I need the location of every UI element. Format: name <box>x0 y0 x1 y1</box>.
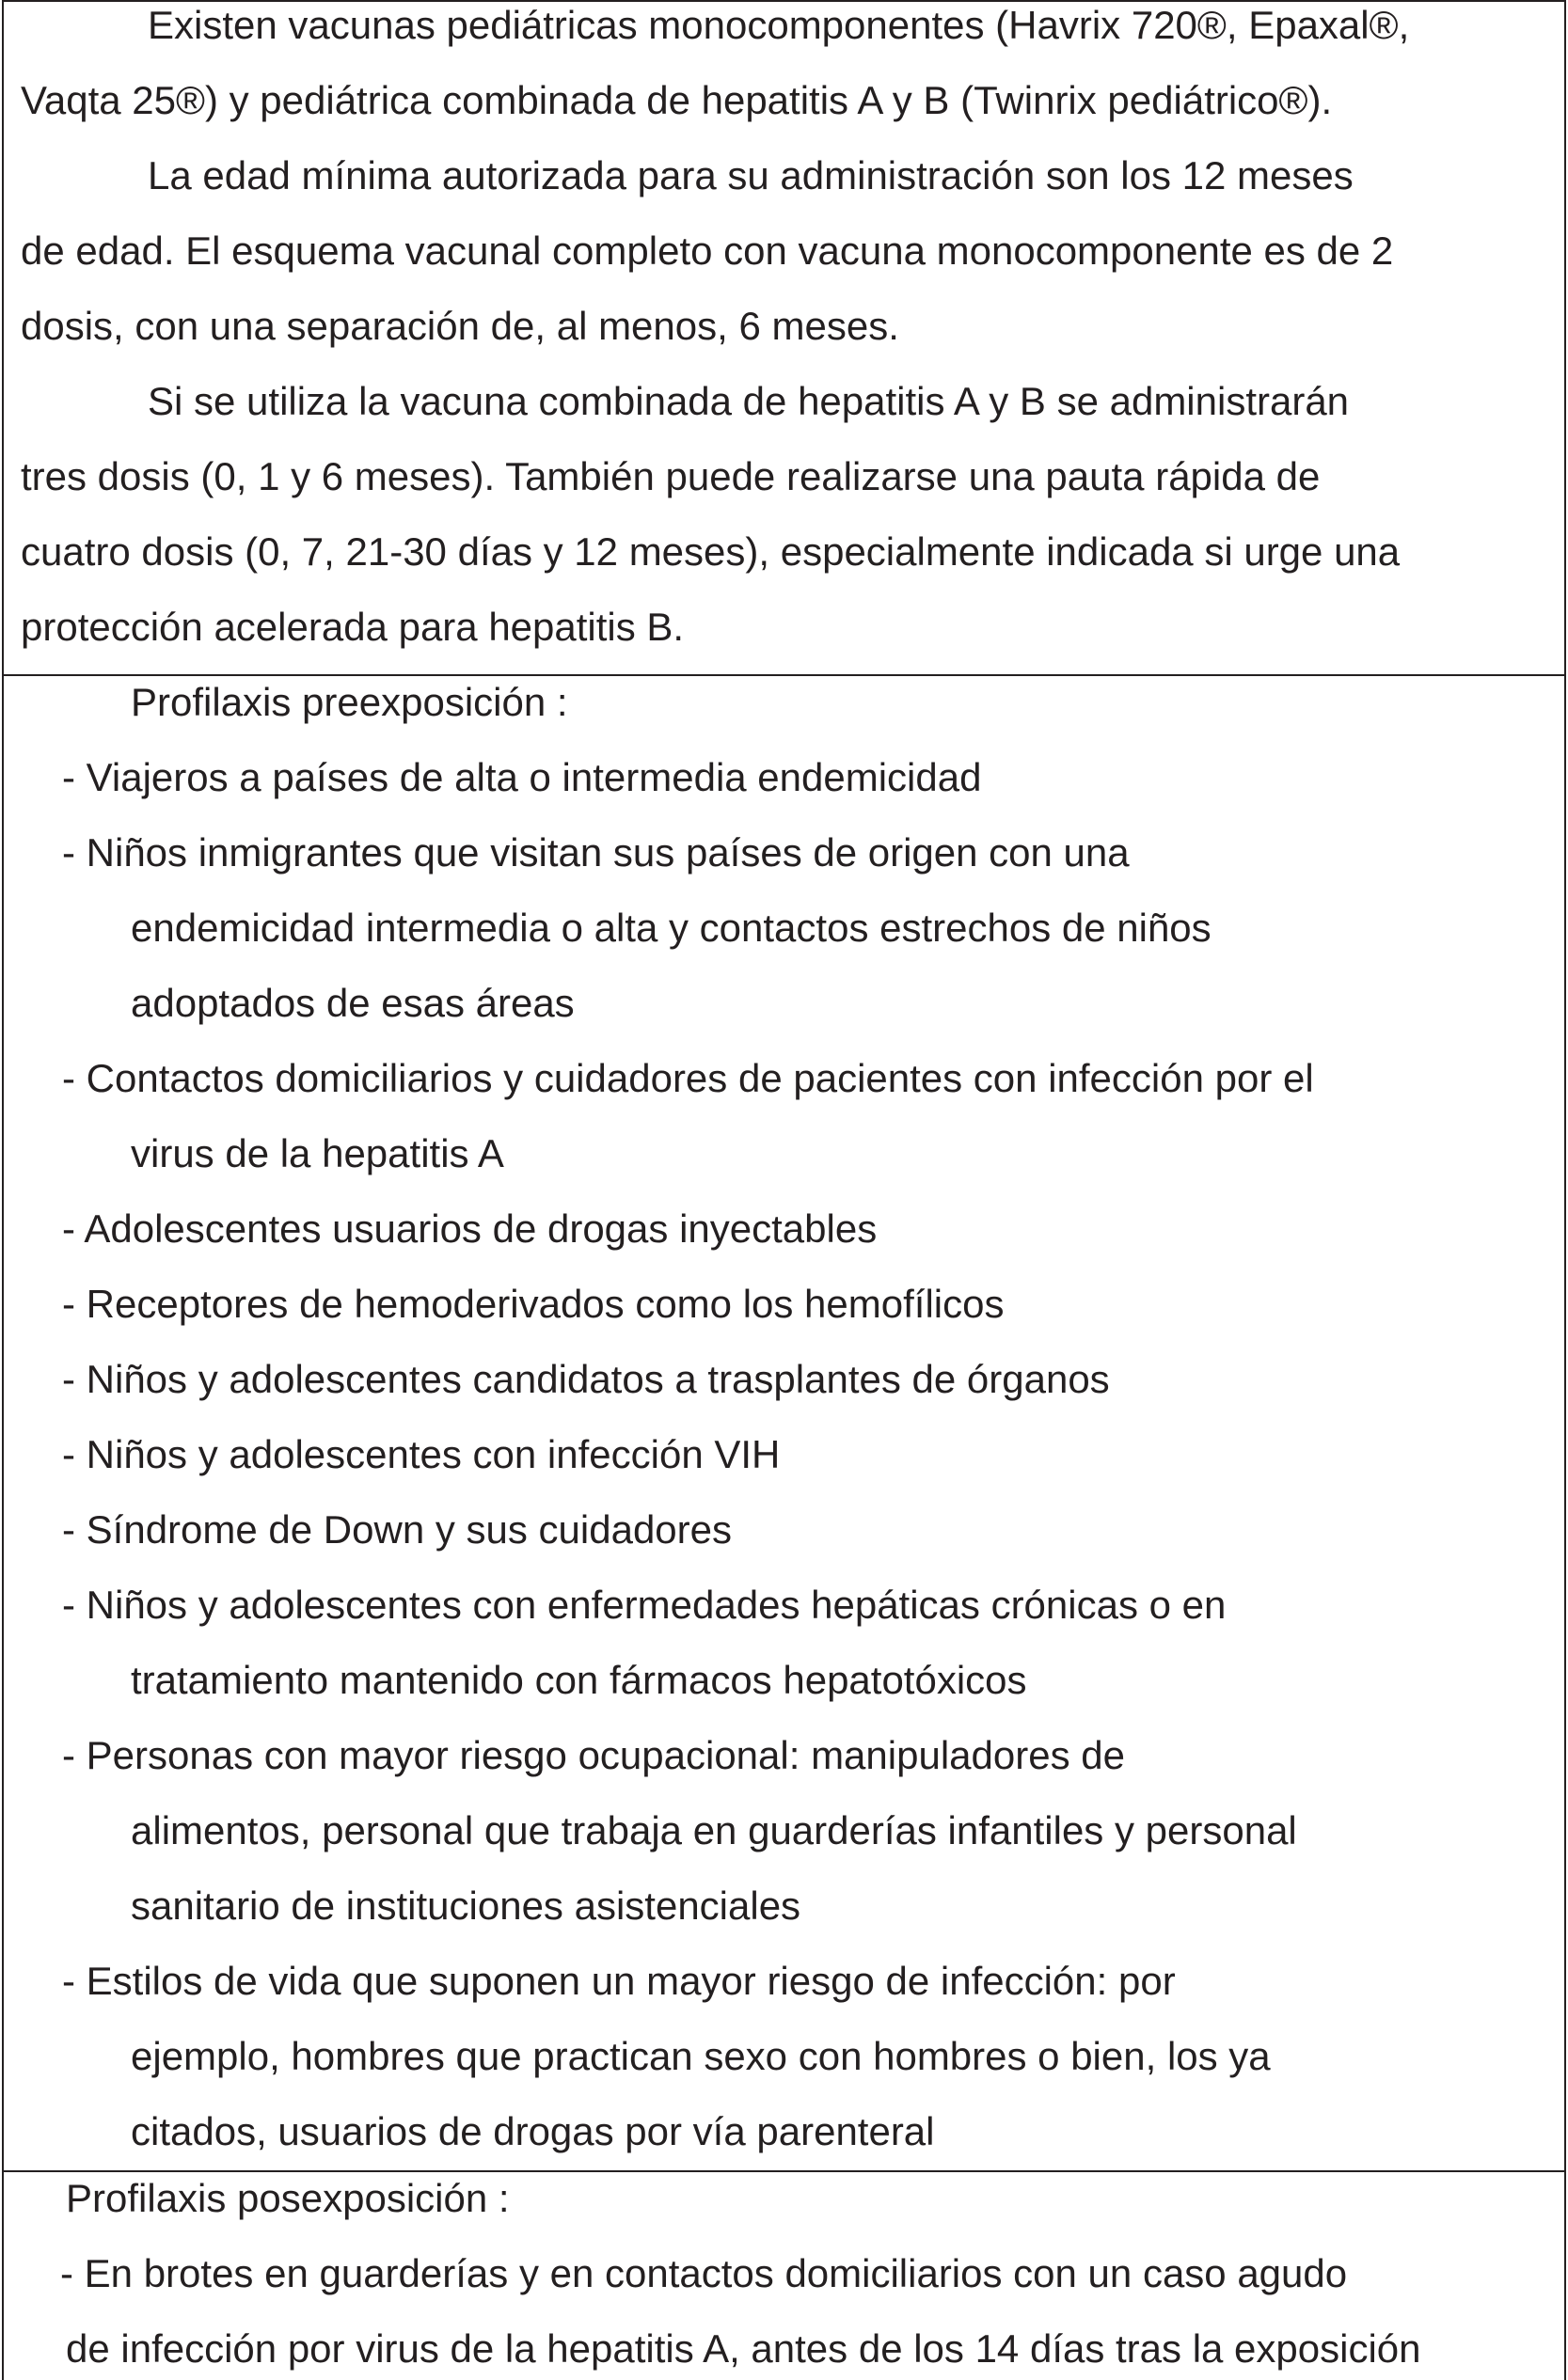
text-line: protección acelerada para hepatitis B. <box>21 605 685 649</box>
text-line: La edad mínima autorizada para su administración son los 12 meses <box>148 153 1354 197</box>
text-line: tres dosis (0, 1 y 6 meses). También puede realizarse una pauta rápida de <box>21 454 1321 498</box>
list-item: - Receptores de hemoderivados como los hemofílicos <box>62 1282 1005 1326</box>
list-item-continuation: citados, usuarios de drogas por vía parenteral <box>131 2109 935 2153</box>
list-item-continuation: virus de la hepatitis A <box>131 1131 504 1175</box>
list-item-continuation: endemicidad intermedia o alta y contactos estrechos de niños <box>131 906 1212 950</box>
text-line: cuatro dosis (0, 7, 21-30 días y 12 meses), especialmente indicada si urge una <box>21 529 1401 574</box>
list-item: - Niños y adolescentes con enfermedades hepáticas crónicas o en <box>62 1583 1227 1627</box>
list-item: - Niños inmigrantes que visitan sus países de origen con una <box>62 830 1130 875</box>
list-item: - Personas con mayor riesgo ocupacional: manipuladores de <box>62 1733 1125 1777</box>
list-item-continuation: de infección por virus de la hepatitis A, antes de los 14 días tras la exposición <box>66 2326 1421 2371</box>
list-item-continuation: adoptados de esas áreas <box>131 981 575 1025</box>
text-line: Existen vacunas pediátricas monocomponentes (Havrix 720®, Epaxal®, <box>148 3 1410 47</box>
list-item-continuation: tratamiento mantenido con fármacos hepatotóxicos <box>131 1658 1027 1702</box>
list-item: - Estilos de vida que suponen un mayor riesgo de infección: por <box>62 1959 1176 2003</box>
list-item-continuation: alimentos, personal que trabaja en guarderías infantiles y personal <box>131 1808 1297 1852</box>
list-item: - En brotes en guarderías y en contactos domiciliarios con un caso agudo <box>60 2251 1348 2295</box>
list-item: - Viajeros a países de alta o intermedia endemicidad <box>62 755 982 799</box>
list-item-continuation: ejemplo, hombres que practican sexo con hombres o bien, los ya <box>131 2034 1271 2078</box>
text-line: Vaqta 25®) y pediátrica combinada de hepatitis A y B (Twinrix pediátrico®). <box>21 78 1333 122</box>
list-item: - Adolescentes usuarios de drogas inyectables <box>62 1206 878 1251</box>
section-heading: Profilaxis posexposición : <box>66 2176 510 2220</box>
table-frame <box>2 0 1566 2380</box>
list-item: - Contactos domiciliarios y cuidadores de pacientes con infección por el <box>62 1056 1314 1100</box>
section-heading: Profilaxis preexposición : <box>131 680 568 724</box>
list-item: - Síndrome de Down y sus cuidadores <box>62 1507 733 1552</box>
list-item: - Niños y adolescentes candidatos a trasplantes de órganos <box>62 1357 1110 1401</box>
list-item: - Niños y adolescentes con infección VIH <box>62 1432 781 1476</box>
text-line: dosis, con una separación de, al menos, 6 meses. <box>21 304 899 348</box>
row-divider-2 <box>2 2170 1566 2172</box>
text-line: Si se utiliza la vacuna combinada de hepatitis A y B se administrarán <box>148 379 1350 423</box>
row-divider-1 <box>2 674 1566 676</box>
list-item-continuation: sanitario de instituciones asistenciales <box>131 1884 801 1928</box>
text-line: de edad. El esquema vacunal completo con vacuna monocomponente es de 2 <box>21 229 1394 273</box>
